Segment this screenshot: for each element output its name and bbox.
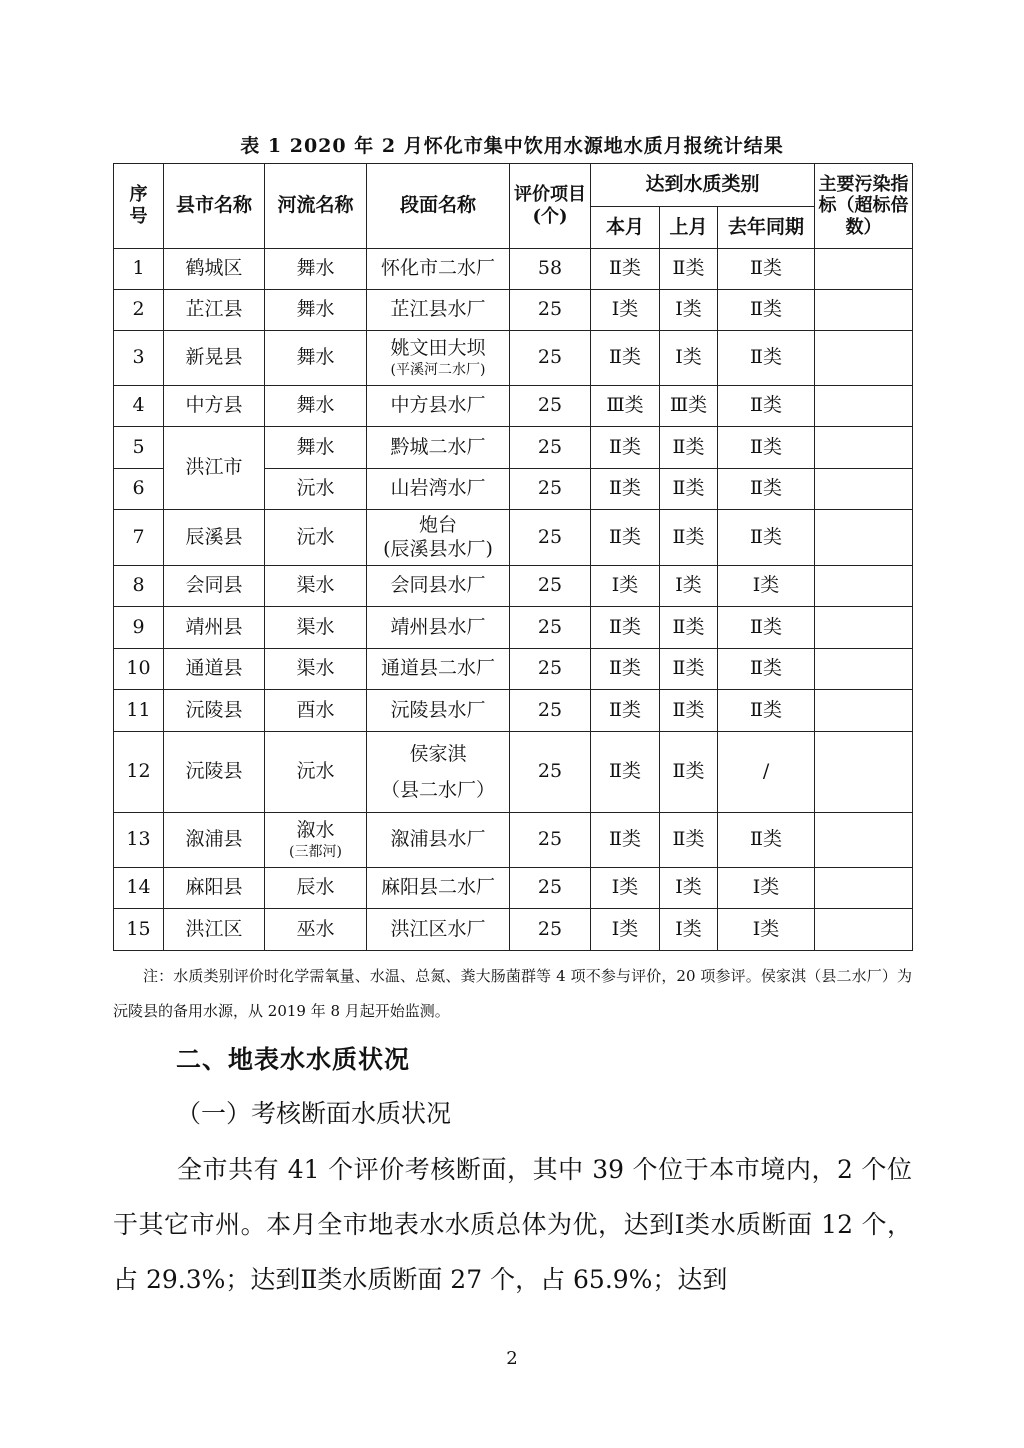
cell-this-month: Ⅱ类 (591, 510, 660, 566)
cell-pollutant (815, 649, 913, 690)
cell-county: 辰溪县 (164, 510, 265, 566)
cell-last-month: Ⅰ类 (660, 331, 718, 386)
cell-river: 辰水 (265, 868, 367, 909)
cell-items: 58 (510, 249, 591, 290)
cell-seq: 1 (114, 249, 164, 290)
cell-seq: 6 (114, 469, 164, 510)
cell-county: 洪江市 (164, 427, 265, 510)
cell-last-year: Ⅰ类 (718, 909, 815, 951)
cell-this-month: Ⅰ类 (591, 290, 660, 331)
cell-site: 中方县水厂 (367, 386, 510, 427)
cell-last-year: Ⅱ类 (718, 813, 815, 868)
cell-this-month: Ⅱ类 (591, 427, 660, 469)
cell-last-month: Ⅱ类 (660, 732, 718, 813)
cell-this-month: Ⅱ类 (591, 813, 660, 868)
table-row (114, 868, 913, 909)
cell-last-year: Ⅱ类 (718, 690, 815, 732)
cell-last-month: Ⅱ类 (660, 649, 718, 690)
cell-pollutant (815, 249, 913, 290)
cell-last-month: Ⅱ类 (660, 690, 718, 732)
cell-pollutant (815, 690, 913, 732)
cell-river: 渠水 (265, 607, 367, 649)
cell-river: 舞水 (265, 427, 367, 469)
cell-this-month: Ⅱ类 (591, 732, 660, 813)
cell-pollutant (815, 732, 913, 813)
cell-last-year: Ⅱ类 (718, 607, 815, 649)
header-last-month: 上月 (660, 207, 718, 249)
cell-river: 渠水 (265, 566, 367, 607)
cell-county: 溆浦县 (164, 813, 265, 868)
header-items: 评价项目(个) (510, 164, 591, 249)
cell-pollutant (815, 386, 913, 427)
cell-items: 25 (510, 868, 591, 909)
cell-river: 沅水 (265, 469, 367, 510)
cell-last-year: / (718, 732, 815, 813)
cell-last-month: Ⅰ类 (660, 566, 718, 607)
cell-pollutant (815, 510, 913, 566)
table-row (114, 427, 913, 469)
header-last-year: 去年同期 (718, 207, 815, 249)
cell-last-month: Ⅱ类 (660, 510, 718, 566)
cell-site: 麻阳县二水厂 (367, 868, 510, 909)
cell-items: 25 (510, 510, 591, 566)
table-row (114, 566, 913, 607)
cell-pollutant (815, 427, 913, 469)
cell-river: 沅水 (265, 510, 367, 566)
cell-seq: 8 (114, 566, 164, 607)
cell-site: 溆浦县水厂 (367, 813, 510, 868)
cell-pollutant (815, 566, 913, 607)
cell-this-month: Ⅰ类 (591, 909, 660, 951)
cell-river: 舞水 (265, 331, 367, 386)
cell-river: 舞水 (265, 249, 367, 290)
cell-items: 25 (510, 813, 591, 868)
cell-seq: 2 (114, 290, 164, 331)
cell-seq: 11 (114, 690, 164, 732)
table-row (114, 386, 913, 427)
table-row (114, 649, 913, 690)
table-row (114, 690, 913, 732)
cell-river: 溆水 (三都河) (265, 813, 367, 868)
subsection-heading: （一）考核断面水质状况 (176, 1099, 452, 1128)
cell-last-year: Ⅱ类 (718, 290, 815, 331)
cell-this-month: Ⅱ类 (591, 469, 660, 510)
cell-pollutant (815, 290, 913, 331)
cell-seq: 12 (114, 732, 164, 813)
cell-site: 山岩湾水厂 (367, 469, 510, 510)
cell-items: 25 (510, 607, 591, 649)
cell-county: 靖州县 (164, 607, 265, 649)
header-river: 河流名称 (265, 164, 367, 249)
cell-site: 怀化市二水厂 (367, 249, 510, 290)
cell-this-month: Ⅱ类 (591, 607, 660, 649)
cell-river: 舞水 (265, 290, 367, 331)
cell-river: 巫水 (265, 909, 367, 951)
cell-county: 麻阳县 (164, 868, 265, 909)
cell-county: 中方县 (164, 386, 265, 427)
cell-last-month: Ⅰ类 (660, 909, 718, 951)
cell-items: 25 (510, 386, 591, 427)
cell-this-month: Ⅱ类 (591, 331, 660, 386)
cell-seq: 4 (114, 386, 164, 427)
cell-items: 25 (510, 331, 591, 386)
cell-river: 酉水 (265, 690, 367, 732)
page-number: 2 (506, 1348, 518, 1369)
cell-seq: 13 (114, 813, 164, 868)
cell-site: 靖州县水厂 (367, 607, 510, 649)
table-row (114, 331, 913, 386)
header-pollutant: 主要污染指标（超标倍数） (815, 164, 913, 249)
cell-county: 鹤城区 (164, 249, 265, 290)
header-seq: 序号 (114, 164, 164, 249)
cell-pollutant (815, 331, 913, 386)
header-this-month: 本月 (591, 207, 660, 249)
cell-county: 沅陵县 (164, 690, 265, 732)
cell-last-month: Ⅱ类 (660, 813, 718, 868)
cell-pollutant (815, 607, 913, 649)
cell-items: 25 (510, 469, 591, 510)
cell-this-month: Ⅰ类 (591, 566, 660, 607)
cell-last-year: Ⅱ类 (718, 649, 815, 690)
cell-river: 沅水 (265, 732, 367, 813)
cell-river: 渠水 (265, 649, 367, 690)
header-class-group: 达到水质类别 (591, 164, 815, 207)
cell-county: 芷江县 (164, 290, 265, 331)
cell-last-year: Ⅱ类 (718, 386, 815, 427)
cell-site: 会同县水厂 (367, 566, 510, 607)
cell-last-year: Ⅱ类 (718, 331, 815, 386)
cell-items: 25 (510, 649, 591, 690)
cell-seq: 15 (114, 909, 164, 951)
cell-county: 会同县 (164, 566, 265, 607)
cell-last-year: Ⅰ类 (718, 868, 815, 909)
cell-site: 侯家淇 （县二水厂） (367, 732, 510, 813)
cell-this-month: Ⅱ类 (591, 649, 660, 690)
cell-pollutant (815, 909, 913, 951)
cell-county: 沅陵县 (164, 732, 265, 813)
cell-county: 新晃县 (164, 331, 265, 386)
cell-pollutant (815, 813, 913, 868)
section-heading: 二、地表水水质状况 (176, 1045, 411, 1074)
cell-items: 25 (510, 690, 591, 732)
cell-site: 芷江县水厂 (367, 290, 510, 331)
cell-county: 通道县 (164, 649, 265, 690)
table-row (114, 813, 913, 868)
table-row (114, 909, 913, 951)
cell-pollutant (815, 868, 913, 909)
cell-seq: 14 (114, 868, 164, 909)
cell-last-month: Ⅰ类 (660, 290, 718, 331)
table-note: 注：水质类别评价时化学需氧量、水温、总氮、粪大肠菌群等 4 项不参与评价，20 项参评。侯家淇（县二水厂）为沅陵县的备用水源，从 2019 年 8 月起开始监测。 (113, 967, 912, 1020)
cell-site: 炮台 (辰溪县水厂) (367, 510, 510, 566)
table-row (114, 607, 913, 649)
cell-last-month: Ⅱ类 (660, 607, 718, 649)
cell-last-month: Ⅱ类 (660, 469, 718, 510)
cell-items: 25 (510, 732, 591, 813)
cell-seq: 10 (114, 649, 164, 690)
cell-river: 舞水 (265, 386, 367, 427)
cell-seq: 3 (114, 331, 164, 386)
cell-items: 25 (510, 566, 591, 607)
table-caption: 表 1 2020 年 2 月怀化市集中饮用水源地水质月报统计结果 (240, 135, 784, 157)
table-row (114, 510, 913, 566)
cell-pollutant (815, 469, 913, 510)
cell-this-month: Ⅱ类 (591, 249, 660, 290)
cell-this-month: Ⅰ类 (591, 868, 660, 909)
header-county: 县市名称 (164, 164, 265, 249)
cell-last-year: Ⅰ类 (718, 566, 815, 607)
cell-site: 黔城二水厂 (367, 427, 510, 469)
cell-last-year: Ⅱ类 (718, 427, 815, 469)
table-row (114, 290, 913, 331)
cell-site: 通道县二水厂 (367, 649, 510, 690)
cell-items: 25 (510, 290, 591, 331)
cell-seq: 9 (114, 607, 164, 649)
cell-last-year: Ⅱ类 (718, 469, 815, 510)
cell-items: 25 (510, 909, 591, 951)
cell-seq: 5 (114, 427, 164, 469)
cell-last-month: Ⅱ类 (660, 249, 718, 290)
body-paragraph: 全市共有 41 个评价考核断面，其中 39 个位于本市境内，2 个位于其它市州。本月全市地表水水质总体为优，达到Ⅰ类水质断面 12 个，占 29.3%；达到Ⅱ类水质断面 27 个，占 65.9%；达到 (113, 1155, 912, 1294)
cell-this-month: Ⅱ类 (591, 690, 660, 732)
table-row (114, 732, 913, 813)
cell-site: 洪江区水厂 (367, 909, 510, 951)
cell-site: 沅陵县水厂 (367, 690, 510, 732)
water-quality-table (113, 163, 913, 951)
cell-last-month: Ⅲ类 (660, 386, 718, 427)
cell-this-month: Ⅲ类 (591, 386, 660, 427)
table-row (114, 249, 913, 290)
cell-last-month: Ⅱ类 (660, 427, 718, 469)
header-section: 段面名称 (367, 164, 510, 249)
cell-last-year: Ⅱ类 (718, 510, 815, 566)
cell-items: 25 (510, 427, 591, 469)
cell-site: 姚文田大坝 (平溪河二水厂) (367, 331, 510, 386)
cell-last-month: Ⅰ类 (660, 868, 718, 909)
cell-seq: 7 (114, 510, 164, 566)
cell-county: 洪江区 (164, 909, 265, 951)
cell-last-year: Ⅱ类 (718, 249, 815, 290)
